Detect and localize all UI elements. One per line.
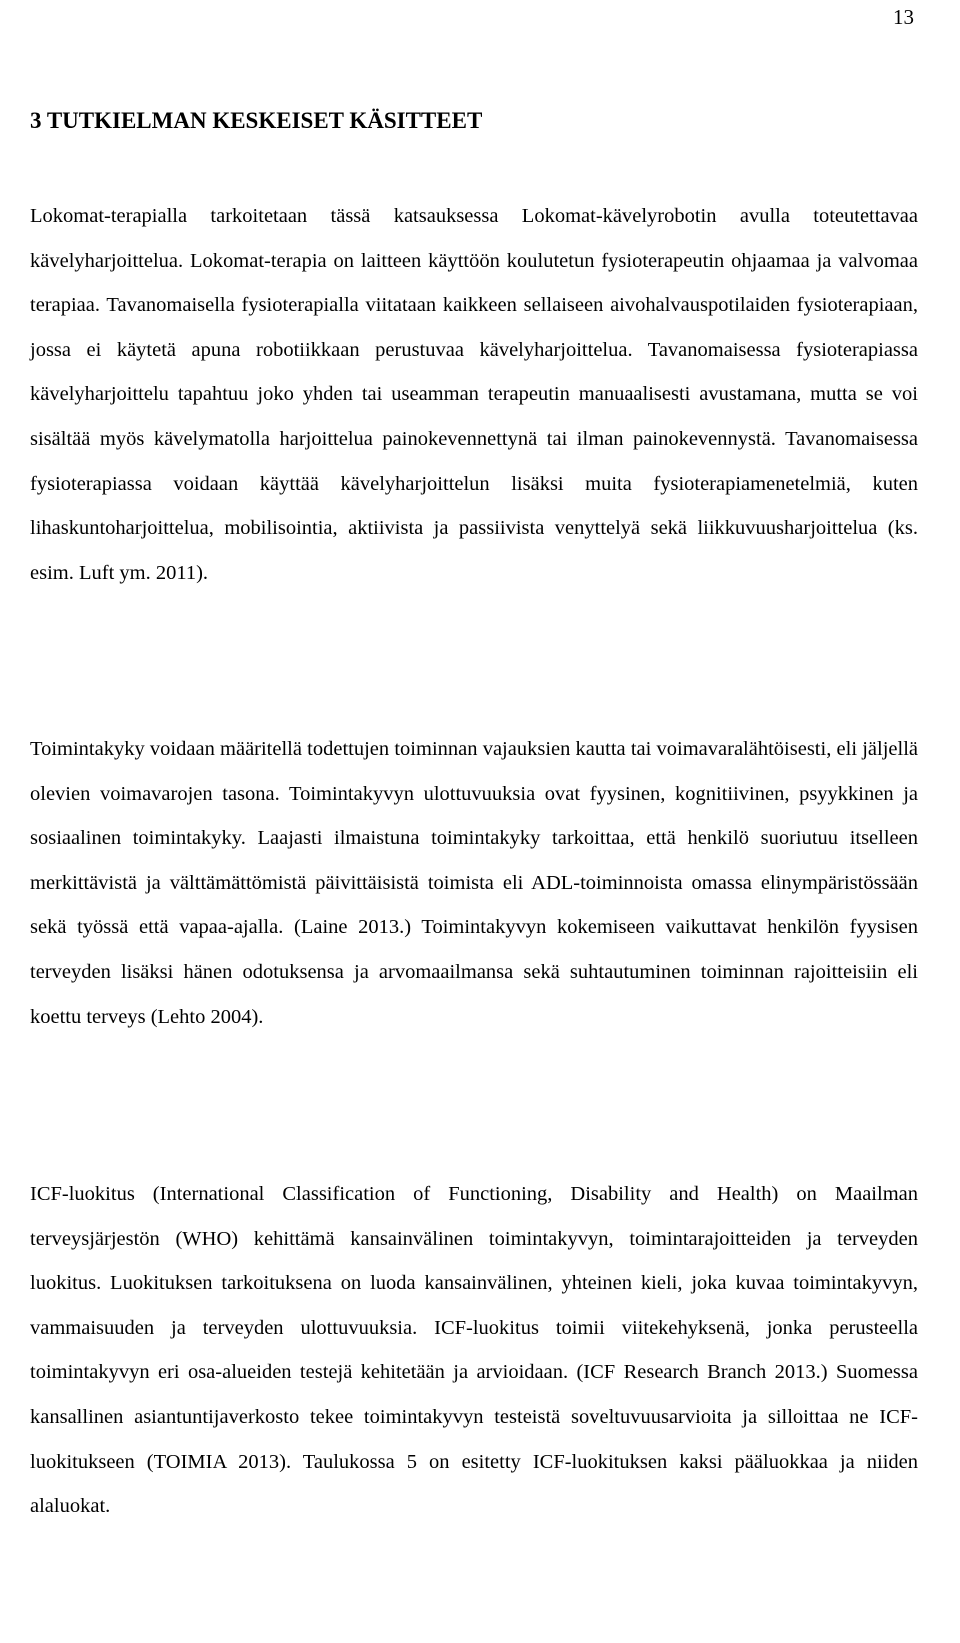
paragraph-lokomat-therapy: Lokomat-terapialla tarkoitetaan tässä katsauksessa Lokomat-kävelyrobotin avulla toteutettavaa kävelyharjoittelua. Lokomat-terapia on laitteen käyttöön koulutetun fysioterapeutin ohjaamaa ja valvomaa terapiaa. Tavanomaisella fysioterapialla viitataan kaikkeen sellaiseen aivohalvauspotilaiden fysioterapiaan, jossa ei käytetä apuna robotiikkaan perustuvaa kävelyharjoittelua. Tavanomaisessa fysioterapiassa kävelyharjoittelu tapahtuu joko yhden tai useamman terapeutin manuaalisesti avustamana, mutta se voi sisältää myös kävelymatolla harjoittelua painokevennettynä tai ilman painokevennystä. Tavanomaisessa fysioterapiassa voidaan käyttää kävelyharjoittelun lisäksi muita fysioterapiamenetelmiä, kuten lihaskuntoharjoittelua, mobilisointia, aktiivista ja passiivista venyttelyä sekä liikkuvuusharjoittelua (ks. esim. Luft ym. 2011). — [30, 205, 918, 584]
paragraph-icf-classification: ICF-luokitus (International Classification of Functioning, Disability and Health) on Maailman terveysjärjestön (WHO) kehittämä kansainvälinen toimintakyvyn, toimintarajoitteiden ja terveyden luokitus. Luokituksen tarkoituksena on luoda kansainvälinen, yhteinen kieli, joka kuvaa toimintakyvyn, vammaisuuden ja terveyden ulottuvuuksia. ICF-luokitus toimii viitekehyksenä, jonka perusteella toimintakyvyn eri osa-alueiden testejä kehitetään ja arvioidaan. (ICF Research Branch 2013.) Suomessa kansallinen asiantuntijaverkosto tekee toimintakyvyn testeistä soveltuvuusarvioita ja silloittaa ne ICF-luokitukseen (TOIMIA 2013). Taulukossa 5 on esitetty ICF-luokituksen kaksi pääluokkaa ja niiden alaluokat. — [30, 1183, 918, 1518]
page-number: 13 — [893, 5, 914, 29]
section-heading: 3 TUTKIELMAN KESKEISET KÄSITTEET — [30, 108, 483, 133]
paragraph-functional-capacity: Toimintakyky voidaan määritellä todettujen toiminnan vajauksien kautta tai voimavaralähtöisesti, eli jäljellä olevien voimavarojen tasona. Toimintakyvyn ulottuvuuksia ovat fyysinen, kognitiivinen, psyykkinen ja sosiaalinen toimintakyky. Laajasti ilmaistuna toimintakyky tarkoittaa, että henkilö suoriutuu itselleen merkittävistä ja välttämättömistä päivittäisistä toimista eli ADL-toiminnoista omassa elinympäristössään sekä työssä että vapaa-ajalla. (Laine 2013.) Toimintakyvyn kokemiseen vaikuttavat henkilön fyysisen terveyden lisäksi hänen odotuksensa ja arvomaailmansa sekä suhtautuminen toiminnan rajoitteisiin eli koettu terveys (Lehto 2004). — [30, 738, 918, 1028]
